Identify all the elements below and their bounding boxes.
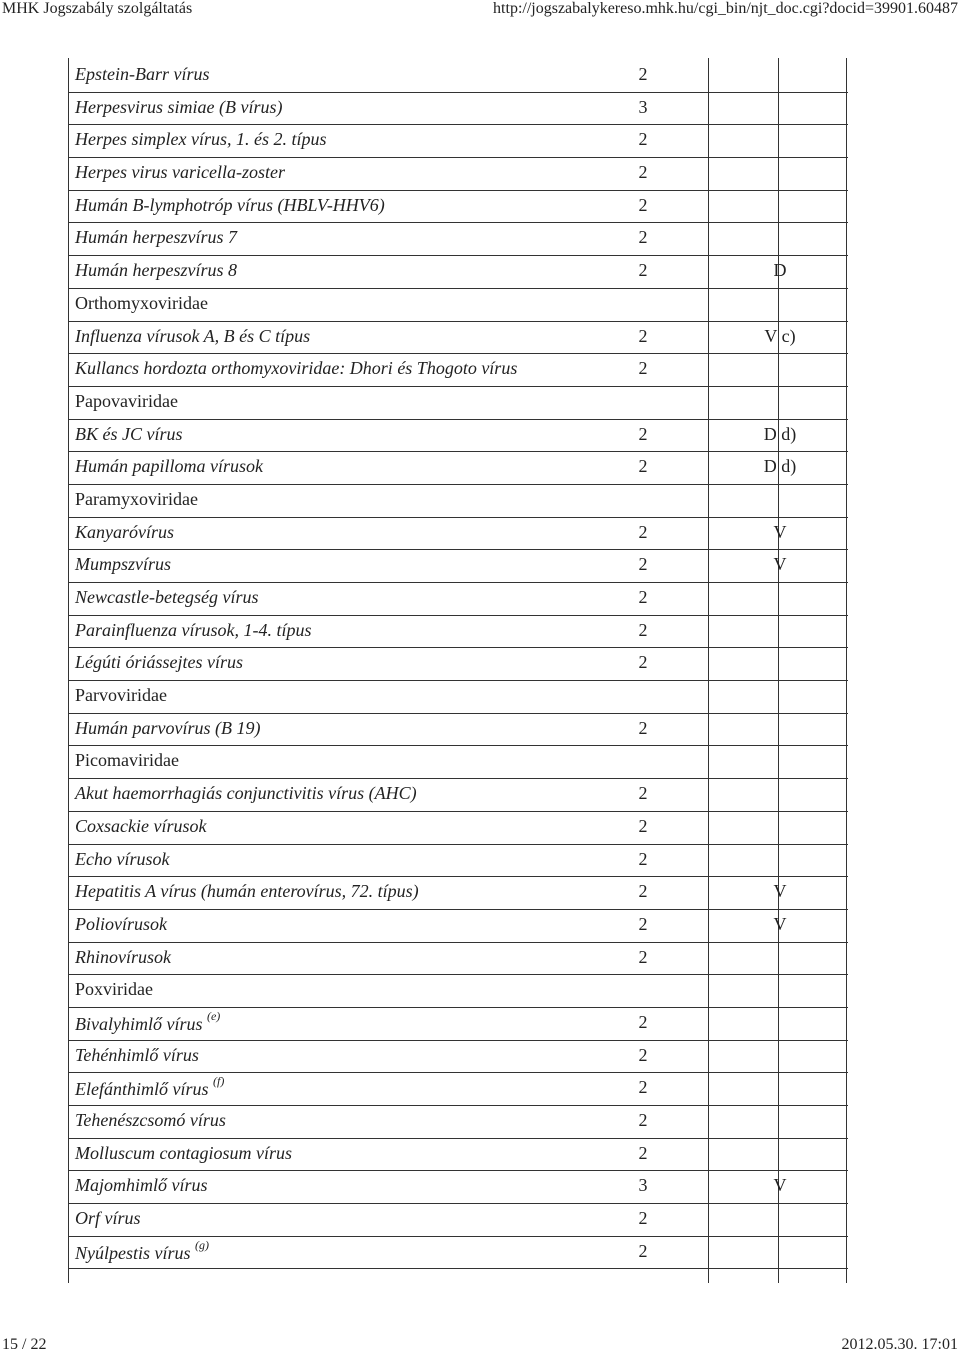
virus-name-text: Parvoviridae xyxy=(75,685,167,706)
virus-family-name xyxy=(75,489,198,510)
risk-category: 2 xyxy=(638,1110,648,1130)
table-row xyxy=(68,616,848,649)
virus-name-text: Herpes virus varicella-zoster xyxy=(75,162,285,183)
virus-family-name xyxy=(75,685,167,706)
remark: V xyxy=(773,521,787,542)
risk-category: 2 xyxy=(638,848,648,869)
virus-name xyxy=(75,554,171,575)
virus-name-text: Kullancs hordozta orthomyxoviridae: Dhori és Thogoto vírus xyxy=(75,358,518,379)
virus-name-text: Tehénhimlő vírus xyxy=(75,1044,199,1065)
virus-name xyxy=(75,358,517,379)
virus-name xyxy=(75,816,206,837)
virus-name xyxy=(75,1074,225,1100)
table-row xyxy=(68,845,848,878)
virus-name-text: BK és JC vírus xyxy=(75,423,183,444)
virus-name-text: Nyúlpestis vírus xyxy=(75,1242,191,1263)
virus-name xyxy=(75,97,282,118)
virus-name xyxy=(75,783,417,804)
risk-category: 2 xyxy=(638,227,648,248)
virus-name-text: Humán parvovírus (B 19) xyxy=(75,717,261,738)
virus-name xyxy=(75,1175,208,1196)
table-row xyxy=(68,420,848,453)
virus-name-text: Paramyxoviridae xyxy=(75,488,198,509)
page-url[interactable]: http://jogszabalykereso.mhk.hu/cgi_bin/njt_doc.cgi?docid=39901.60487 xyxy=(493,0,958,17)
virus-name xyxy=(75,129,326,150)
table-row xyxy=(68,452,848,485)
risk-category: 2 xyxy=(638,1208,648,1229)
virus-name xyxy=(75,162,285,183)
remark: D d) xyxy=(763,456,797,477)
table-row xyxy=(68,550,848,583)
table-row xyxy=(68,1237,848,1270)
virus-name-text: Akut haemorrhagiás conjunctivitis vírus (AHC) xyxy=(75,783,417,804)
remark: D d) xyxy=(763,423,797,444)
table-row xyxy=(68,1171,848,1204)
table-row xyxy=(68,256,848,289)
virus-name-text: Humán herpeszvírus 7 xyxy=(75,227,237,248)
table-row xyxy=(68,812,848,845)
virus-name xyxy=(75,1110,226,1131)
virus-name xyxy=(75,652,243,673)
virus-name xyxy=(75,227,237,248)
table-row xyxy=(68,387,848,420)
virus-name xyxy=(75,1237,209,1264)
table-row xyxy=(68,877,848,910)
risk-category: 2 xyxy=(638,325,648,346)
risk-category: 2 xyxy=(638,652,648,673)
risk-category: 2 xyxy=(638,783,648,804)
virus-name-text: Coxsackie vírusok xyxy=(75,815,207,836)
row-divider xyxy=(68,1268,848,1269)
print-date: 2012.05.30. 17:01 xyxy=(841,1336,958,1353)
risk-category: 2 xyxy=(638,554,648,575)
risk-category: 3 xyxy=(638,96,648,117)
virus-name-text: Parainfluenza vírusok, 1-4. típus xyxy=(75,619,312,640)
risk-category: 2 xyxy=(638,1011,648,1032)
risk-category: 2 xyxy=(638,587,648,607)
virus-name xyxy=(75,947,171,968)
virus-name xyxy=(75,1045,199,1066)
risk-category: 2 xyxy=(638,913,648,934)
virus-name xyxy=(75,587,258,608)
table-row xyxy=(68,93,848,126)
footnote-marker: (f) xyxy=(213,1074,225,1089)
page-header xyxy=(0,0,960,24)
virus-family-name xyxy=(75,391,178,412)
table-row xyxy=(68,583,848,616)
virus-name xyxy=(75,620,312,641)
table-row xyxy=(68,1204,848,1237)
table-rows xyxy=(68,60,848,1269)
virus-table xyxy=(68,58,848,1283)
page-number: 15 / 22 xyxy=(2,1336,47,1353)
table-row xyxy=(68,518,848,551)
table-row xyxy=(68,191,848,224)
risk-category: 2 xyxy=(638,815,648,836)
remark: V xyxy=(773,1175,787,1196)
footnote-marker: (e) xyxy=(206,1008,221,1023)
site-title: MHK Jogszabály szolgáltatás xyxy=(2,0,193,17)
remark: V xyxy=(773,881,787,902)
virus-name-text: Poxviridae xyxy=(75,979,153,1000)
table-row xyxy=(68,1008,848,1041)
virus-name-text: Rhinovírusok xyxy=(75,946,171,967)
virus-name-text: Papovaviridae xyxy=(75,390,178,411)
risk-category: 2 xyxy=(638,423,648,444)
table-row xyxy=(68,1073,848,1106)
virus-name-text: Picomaviridae xyxy=(75,750,179,771)
virus-name xyxy=(75,260,237,281)
risk-category: 2 xyxy=(638,1240,648,1261)
virus-name xyxy=(75,522,174,543)
virus-name-text: Bivalyhimlő vírus xyxy=(75,1013,203,1034)
risk-category: 2 xyxy=(638,619,648,640)
risk-category: 2 xyxy=(638,881,648,902)
risk-category: 2 xyxy=(638,717,648,738)
risk-category: 3 xyxy=(638,1175,648,1196)
virus-name xyxy=(75,195,385,216)
virus-name xyxy=(75,64,210,85)
table-row xyxy=(68,648,848,681)
virus-family-name xyxy=(75,979,153,1000)
table-row xyxy=(68,354,848,387)
risk-category: 2 xyxy=(638,162,648,183)
virus-name-text: Orthomyxoviridae xyxy=(75,292,208,313)
table-row xyxy=(68,779,848,812)
risk-category: 2 xyxy=(638,260,648,281)
risk-category: 2 xyxy=(638,521,648,542)
virus-name-text: Poliovírusok xyxy=(75,913,167,934)
virus-name xyxy=(75,1008,221,1035)
risk-category: 2 xyxy=(638,129,648,150)
footnote-marker: (g) xyxy=(195,1237,209,1252)
virus-name-text: Humán B-lymphotróp vírus (HBLV-HHV6) xyxy=(75,194,385,215)
risk-category: 2 xyxy=(638,194,648,215)
virus-name xyxy=(75,914,167,935)
virus-name xyxy=(75,718,260,739)
remark: V c) xyxy=(764,325,796,346)
virus-name-text: Newcastle-betegség vírus xyxy=(75,587,259,607)
table-row xyxy=(68,158,848,191)
risk-category: 2 xyxy=(638,1142,648,1163)
table-row xyxy=(68,910,848,943)
risk-category: 2 xyxy=(638,946,648,967)
table-row xyxy=(68,60,848,93)
virus-name-text: Humán herpeszvírus 8 xyxy=(75,260,237,281)
remark: V xyxy=(773,554,787,575)
virus-name xyxy=(75,1208,141,1229)
table-row xyxy=(68,223,848,256)
virus-name xyxy=(75,1143,292,1164)
virus-name xyxy=(75,849,169,870)
virus-name-text: Herpesvirus simiae (B vírus) xyxy=(75,96,283,117)
table-row xyxy=(68,289,848,322)
page-footer xyxy=(0,1336,960,1356)
table-row xyxy=(68,1041,848,1074)
virus-name-text: Hepatitis A vírus (humán enterovírus, 72. típus) xyxy=(75,881,419,902)
table-row xyxy=(68,125,848,158)
risk-category: 2 xyxy=(638,456,648,477)
virus-name-text: Mumpszvírus xyxy=(75,554,172,575)
virus-name-text: Légúti óriássejtes vírus xyxy=(75,652,244,673)
virus-name xyxy=(75,456,263,477)
remark: D xyxy=(773,260,787,281)
table-row xyxy=(68,975,848,1008)
virus-name-text: Echo vírusok xyxy=(75,848,170,869)
virus-name-text: Elefánthimlő vírus xyxy=(75,1079,209,1100)
virus-name-text: Molluscum contagiosum vírus xyxy=(75,1142,292,1163)
table-row xyxy=(68,1106,848,1139)
table-row xyxy=(68,681,848,714)
risk-category: 2 xyxy=(638,358,648,379)
virus-family-name xyxy=(75,750,179,771)
table-row xyxy=(68,746,848,779)
virus-name xyxy=(75,424,183,445)
table-row xyxy=(68,714,848,747)
virus-name-text: Humán papilloma vírusok xyxy=(75,456,263,477)
virus-name-text: Orf vírus xyxy=(75,1208,141,1229)
table-row xyxy=(68,1139,848,1172)
remark: V xyxy=(773,913,787,934)
table-row xyxy=(68,322,848,355)
table-row xyxy=(68,485,848,518)
virus-name-text: Herpes simplex vírus, 1. és 2. típus xyxy=(75,129,327,150)
virus-name xyxy=(75,881,419,902)
risk-category: 2 xyxy=(638,1044,648,1065)
virus-name-text: Majomhimlő vírus xyxy=(75,1175,208,1196)
virus-name-text: Influenza vírusok A, B és C típus xyxy=(75,325,311,346)
table-row xyxy=(68,943,848,976)
virus-name-text: Kanyaróvírus xyxy=(75,521,174,542)
virus-name xyxy=(75,326,310,347)
virus-name-text: Epstein-Barr vírus xyxy=(75,64,210,84)
virus-name-text: Tehenészcsomó vírus xyxy=(75,1110,226,1130)
virus-family-name xyxy=(75,293,208,314)
risk-category: 2 xyxy=(638,1077,648,1098)
risk-category: 2 xyxy=(638,64,648,84)
